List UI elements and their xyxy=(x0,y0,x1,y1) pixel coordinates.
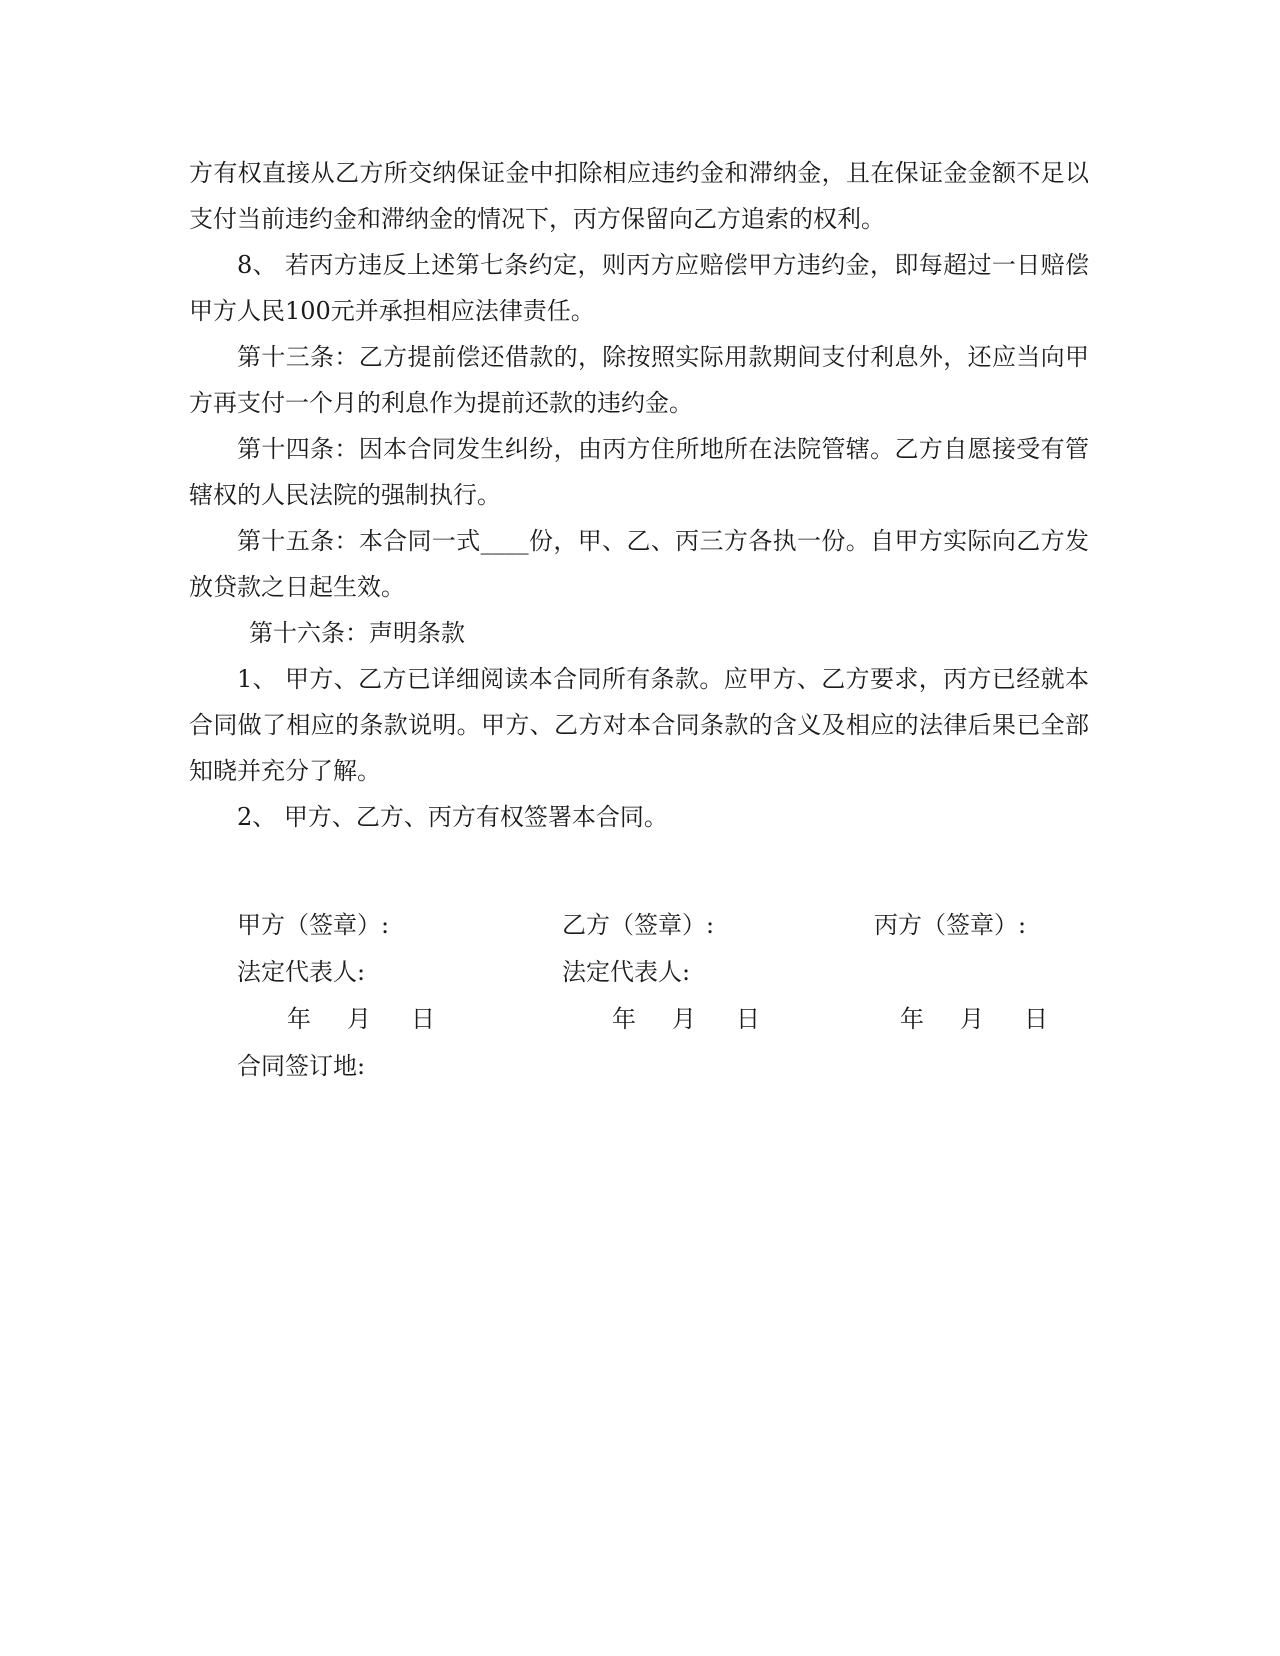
paragraph-item-8: 8、 若丙方违反上述第七条约定，则丙方应赔偿甲方违约金，即每超过一日赔偿甲方人民100元并承担相应法律责任。 xyxy=(189,251,1089,325)
date-day-label: 日 xyxy=(411,1005,435,1033)
paragraph-article-14: 第十四条：因本合同发生纠纷，由丙方住所地所在法院管辖。乙方自愿接受有管辖权的人民法院的强制执行。 xyxy=(189,435,1089,509)
date-year-label: 年 xyxy=(900,1005,924,1033)
signing-place-label: 合同签订地: xyxy=(237,1052,366,1080)
paragraph-article-16-heading: 第十六条：声明条款 xyxy=(249,619,465,647)
paragraph-clause-2: 2、 甲方、乙方、丙方有权签署本合同。 xyxy=(237,803,668,831)
paragraph-continuation: 方有权直接从乙方所交纳保证金中扣除相应违约金和滞纳金，且在保证金金额不足以支付当前违约金和滞纳金的情况下，丙方保留向乙方追索的权利。 xyxy=(189,159,1089,233)
date-year-label: 年 xyxy=(612,1005,636,1033)
date-month-label: 月 xyxy=(960,1005,984,1033)
date-month-label: 月 xyxy=(672,1005,696,1033)
paragraph-clause-1: 1、 甲方、乙方已详细阅读本合同所有条款。应甲方、乙方要求，丙方已经就本合同做了相应的条款说明。甲方、乙方对本合同条款的含义及相应的法律后果已全部知晓并充分了解。 xyxy=(189,665,1089,785)
date-day-label: 日 xyxy=(736,1005,760,1033)
date-day-label: 日 xyxy=(1024,1005,1048,1033)
date-month-label: 月 xyxy=(347,1005,371,1033)
party-b-date-line xyxy=(612,999,760,1034)
party-c-date-line xyxy=(900,999,1048,1034)
party-a-seal-label: 甲方（签章）: xyxy=(237,911,390,939)
party-b-legal-rep-label: 法定代表人: xyxy=(562,958,691,986)
party-a-legal-rep-label: 法定代表人: xyxy=(237,958,366,986)
party-c-seal-label: 丙方（签章）: xyxy=(874,911,1027,939)
party-a-date-line xyxy=(287,999,435,1034)
paragraph-article-15: 第十五条：本合同一式____份，甲、乙、丙三方各执一份。自甲方实际向乙方发放贷款之日起生效。 xyxy=(189,527,1089,601)
paragraph-article-13: 第十三条：乙方提前偿还借款的，除按照实际用款期间支付利息外，还应当向甲方再支付一个月的利息作为提前还款的违约金。 xyxy=(189,343,1089,417)
date-year-label: 年 xyxy=(287,1005,311,1033)
party-b-seal-label: 乙方（签章）: xyxy=(562,911,715,939)
